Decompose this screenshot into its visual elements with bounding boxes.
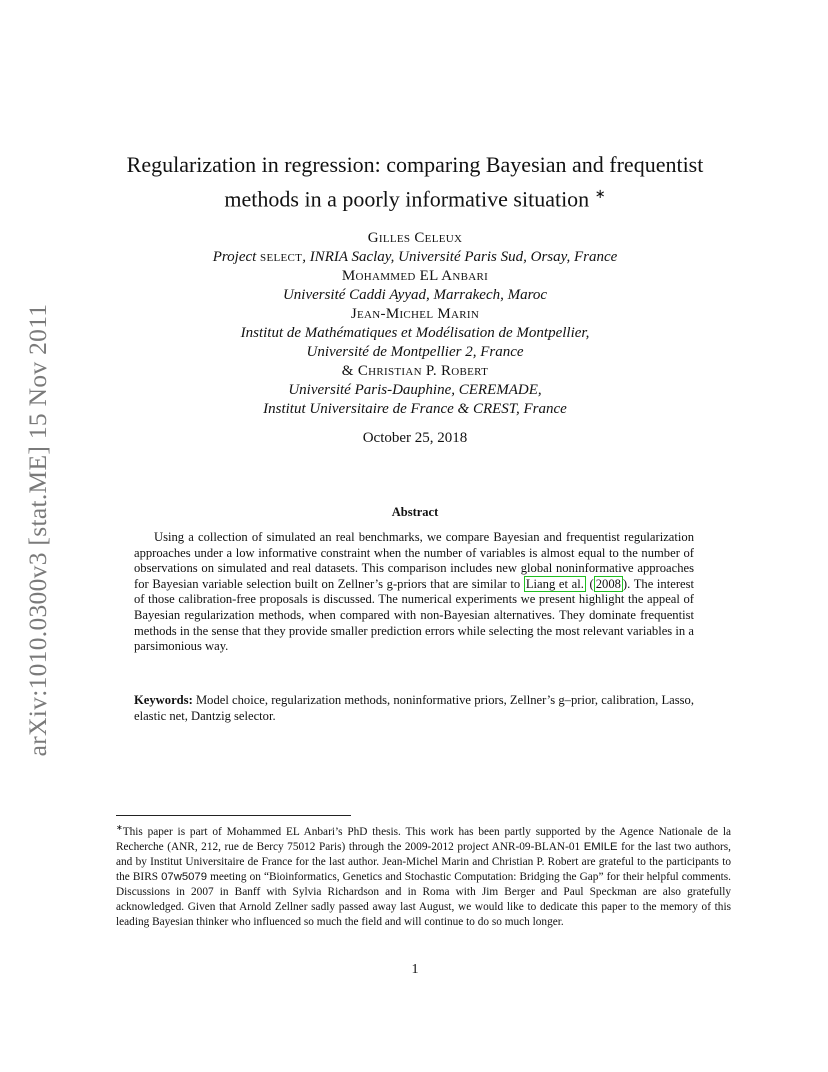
- arxiv-stamp: arXiv:1010.0300v3 [stat.ME] 15 Nov 2011: [23, 303, 52, 757]
- keywords-label: Keywords:: [134, 693, 193, 707]
- footnote-mark: ∗: [116, 823, 123, 832]
- title-footnote-mark: ∗: [594, 186, 606, 201]
- footnote-birs-code: 07w5079: [161, 870, 207, 883]
- footnote-text-1: This paper is part of Mohammed EL Anbari’s PhD thesis. This work has been partly supported by the Agence Nationale de la Recherche (ANR, 212, rue de Bercy 75012 Paris) through the 2009-2012 project ANR-09-BLAN-01: [116, 825, 731, 853]
- title-line-2-text: methods in a poorly informative situation: [224, 186, 590, 212]
- footnote-text-3: meeting on “Bioinformatics, Genetics and Stochastic Computation: Bridging the Gap” for their helpful comments. Discussions in 2007 in Banff with Sylvia Richardson and in Roma with Jim Berger and Paul Speckman are also gratefully acknowledged. Given that Arnold Zellner sadly passed away last August, we would like to dedicate this paper to the memory of this leading Bayesian thinker who influenced so much the field and will continue to do so much longer.: [116, 870, 731, 928]
- affiliation-prefix: Project: [212, 249, 261, 265]
- title-line-1: Regularization in regression: comparing Bayesian and frequentist: [126, 152, 704, 177]
- citation-open: (: [585, 576, 594, 591]
- paper-date: October 25, 2018: [362, 430, 468, 446]
- author-name-2: Mohammed EL Anbari: [341, 268, 489, 284]
- author-affiliation-3a: Institut de Mathématiques et Modélisation de Montpellier,: [240, 325, 590, 341]
- footnote-text-2: for the last two authors, and by Institut Universitaire de France for the last author. Jean-Michel Marin and Christian P. Robert are grateful to the participants to the BIRS: [116, 840, 731, 883]
- author-name-4: & Christian P. Robert: [341, 363, 489, 379]
- footnote: [116, 820, 731, 930]
- citation-link-liang[interactable]: Liang et al.: [525, 576, 584, 591]
- footnote-emile: EMILE: [583, 840, 618, 853]
- author-affiliation-4a: Université Paris-Dauphine, CEREMADE,: [288, 382, 542, 398]
- abstract-text-1: Using a collection of simulated an real benchmarks, we compare Bayesian and frequentist regularization approaches under a low informative constraint when the number of variables is almost equal to the number of observations on simulated and real datasets. This comparison includes new global noninformative approaches for Bayesian variable selection built on Zellner’s g-priors that are similar to: [134, 530, 694, 591]
- paper-title: [90, 150, 740, 213]
- keywords: [134, 693, 694, 724]
- citation-link-year[interactable]: 2008: [595, 576, 621, 591]
- abstract-heading: Abstract: [391, 505, 439, 519]
- author-name-3: Jean-Michel Marin: [350, 306, 480, 322]
- keywords-text: Model choice, regularization methods, noninformative priors, Zellner’s g–prior, calibration, Lasso, elastic net, Dantzig selector.: [134, 693, 694, 723]
- arxiv-sidebar: [8, 290, 68, 770]
- title-line-2: [90, 179, 740, 213]
- author-block: [90, 229, 740, 419]
- affiliation-project-name: select: [260, 249, 303, 265]
- citation-close: ): [622, 576, 628, 591]
- author-name-1: Gilles Celeux: [367, 230, 463, 246]
- author-affiliation-2: Université Caddi Ayyad, Marrakech, Maroc: [282, 287, 548, 303]
- abstract-body: [134, 530, 694, 655]
- author-affiliation-3b: Université de Montpellier 2, France: [306, 344, 524, 360]
- affiliation-rest: , INRIA Saclay, Université Paris Sud, Orsay, France: [302, 249, 618, 265]
- page-number: 1: [411, 962, 419, 977]
- author-affiliation-1: [90, 248, 740, 267]
- author-affiliation-4b: Institut Universitaire de France & CREST, France: [263, 401, 567, 417]
- abstract-text-2: . The interest of those calibration-free proposals is discussed. The numerical experiments we present highlight the appeal of Bayesian regularization methods, when compared with non-Bayesian alternatives. They dominate frequentist methods in the sense that they provide smaller prediction errors while selecting the most relevant variables in a parsimonious way.: [134, 576, 695, 654]
- footnote-rule: [116, 815, 351, 816]
